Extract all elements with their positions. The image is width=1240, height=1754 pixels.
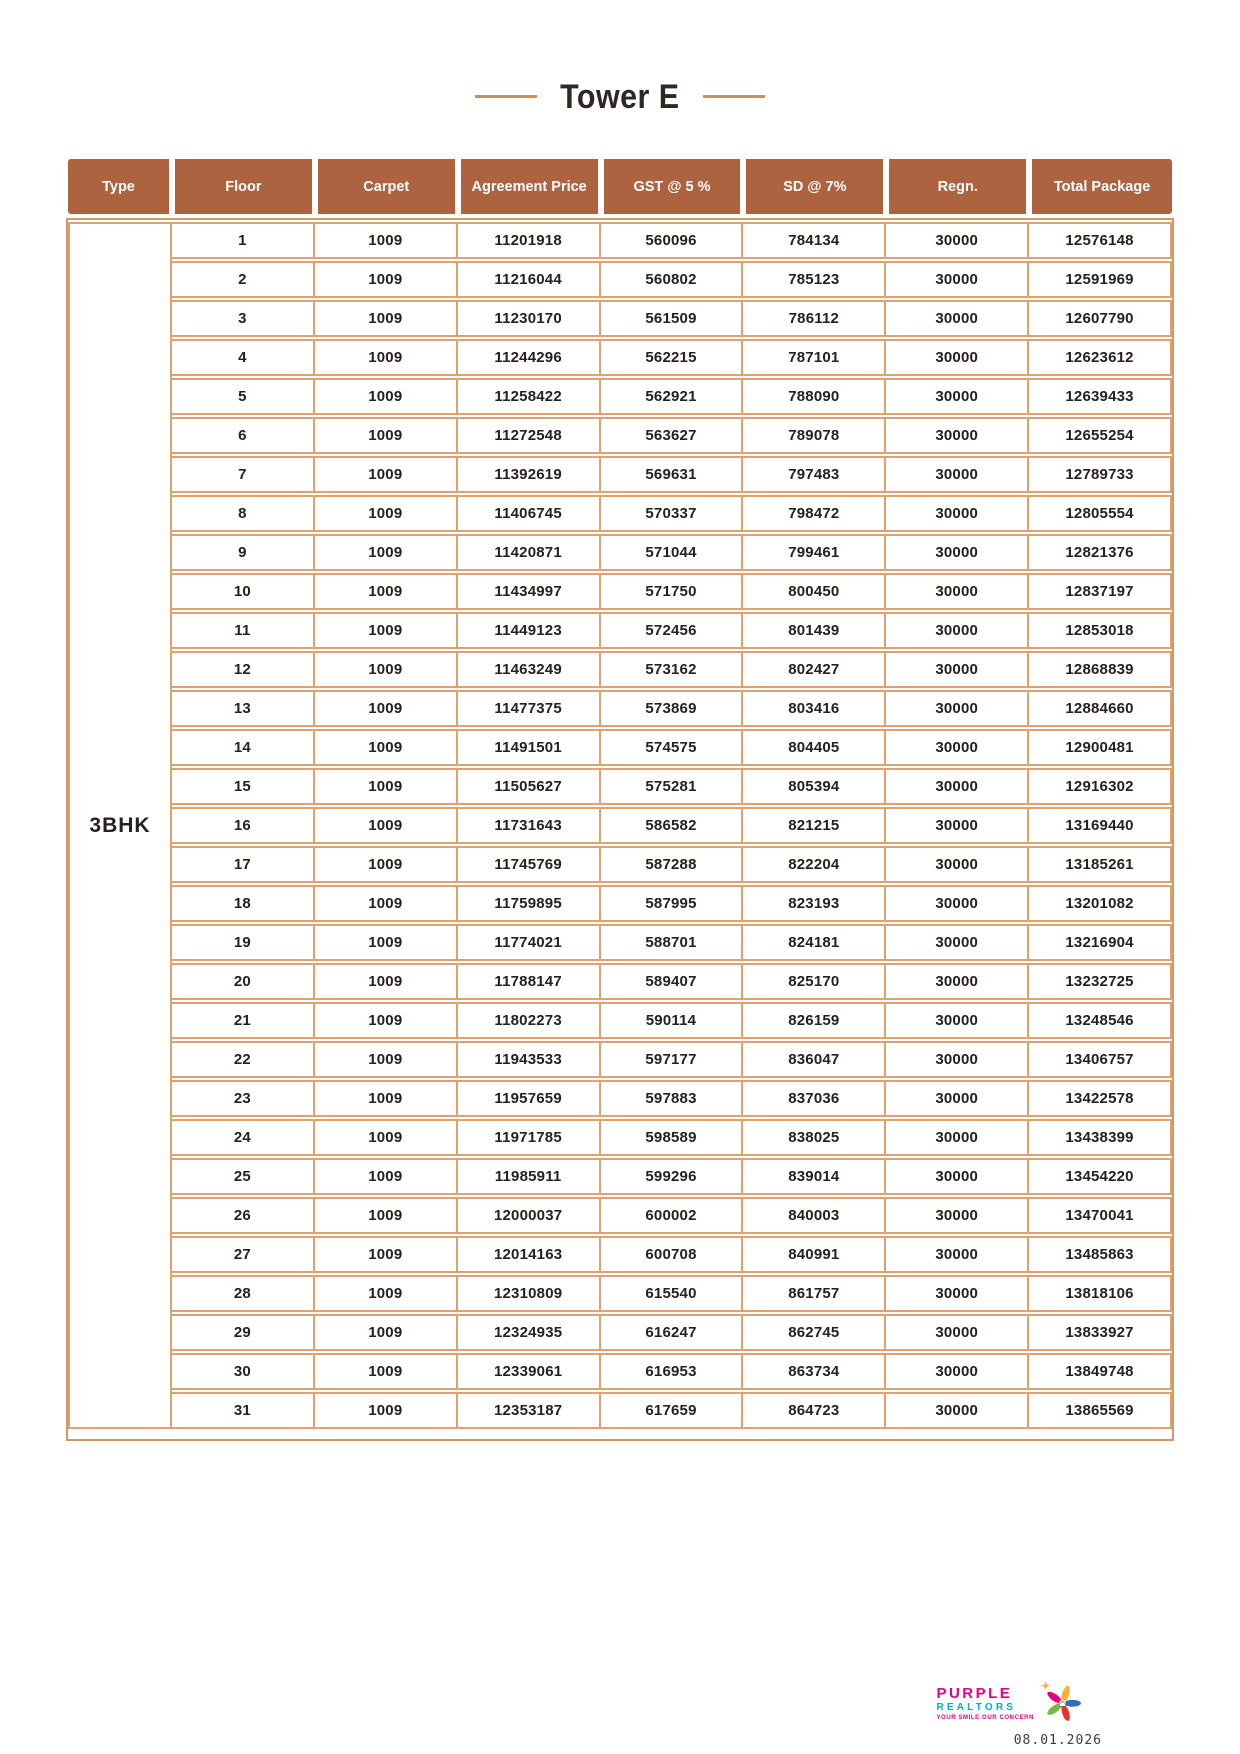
- table-cell: 16: [172, 807, 315, 844]
- table-cell: 31: [172, 1392, 315, 1429]
- table-cell: 7: [172, 456, 315, 493]
- table-cell: 11774021: [458, 924, 601, 961]
- table-cell: 11406745: [458, 495, 601, 532]
- table-cell: 12821376: [1029, 534, 1172, 571]
- rate-table-frame: [66, 218, 1174, 1441]
- table-cell: 30000: [886, 417, 1029, 454]
- header-cell-regn: Regn.: [886, 159, 1029, 214]
- table-cell: 11: [172, 612, 315, 649]
- table-cell: 6: [172, 417, 315, 454]
- table-cell: 615540: [601, 1275, 744, 1312]
- table-cell: 861757: [743, 1275, 886, 1312]
- table-cell: 616953: [601, 1353, 744, 1390]
- table-cell: 12353187: [458, 1392, 601, 1429]
- table-cell: 12014163: [458, 1236, 601, 1273]
- table-cell: 598589: [601, 1119, 744, 1156]
- table-cell: 575281: [601, 768, 744, 805]
- header-cell-gst-5: GST @ 5 %: [601, 159, 744, 214]
- table-cell: 30000: [886, 1080, 1029, 1117]
- table-cell: 836047: [743, 1041, 886, 1078]
- table-cell: 30000: [886, 261, 1029, 298]
- table-cell: 11258422: [458, 378, 601, 415]
- table-cell: 562921: [601, 378, 744, 415]
- table-cell: 1009: [315, 1041, 458, 1078]
- table-cell: 13169440: [1029, 807, 1172, 844]
- table-cell: 1009: [315, 1275, 458, 1312]
- table-cell: 600708: [601, 1236, 744, 1273]
- table-cell: 12837197: [1029, 573, 1172, 610]
- table-cell: 8: [172, 495, 315, 532]
- table-cell: 30000: [886, 846, 1029, 883]
- table-cell: 30000: [886, 807, 1029, 844]
- table-cell: 1: [172, 222, 315, 259]
- table-cell: 586582: [601, 807, 744, 844]
- table-cell: 30000: [886, 612, 1029, 649]
- table-cell: 571044: [601, 534, 744, 571]
- table-cell: 840991: [743, 1236, 886, 1273]
- table-cell: 13201082: [1029, 885, 1172, 922]
- logo-word-purple: PURPLE: [936, 1685, 1013, 1702]
- table-cell: 12789733: [1029, 456, 1172, 493]
- table-cell: 801439: [743, 612, 886, 649]
- table-cell: 13438399: [1029, 1119, 1172, 1156]
- type-cell: 3BHK: [68, 222, 172, 1429]
- table-cell: 13818106: [1029, 1275, 1172, 1312]
- table-cell: 29: [172, 1314, 315, 1351]
- table-cell: 588701: [601, 924, 744, 961]
- table-cell: 30000: [886, 339, 1029, 376]
- table-cell: 864723: [743, 1392, 886, 1429]
- table-cell: 1009: [315, 1314, 458, 1351]
- header-cell-sd-7: SD @ 7%: [743, 159, 886, 214]
- logo-word-realtors: REALTORS: [936, 1702, 1017, 1713]
- table-cell: 784134: [743, 222, 886, 259]
- table-cell: 12853018: [1029, 612, 1172, 649]
- table-cell: 30000: [886, 1041, 1029, 1078]
- table-cell: 30000: [886, 1275, 1029, 1312]
- table-cell: 12655254: [1029, 417, 1172, 454]
- table-cell: 1009: [315, 1353, 458, 1390]
- table-cell: 798472: [743, 495, 886, 532]
- table-cell: 9: [172, 534, 315, 571]
- table-cell: 11957659: [458, 1080, 601, 1117]
- table-cell: 11272548: [458, 417, 601, 454]
- table-cell: 30000: [886, 378, 1029, 415]
- table-cell: 26: [172, 1197, 315, 1234]
- rate-table-header: [68, 159, 1172, 214]
- table-cell: 562215: [601, 339, 744, 376]
- table-cell: 13406757: [1029, 1041, 1172, 1078]
- table-cell: 1009: [315, 222, 458, 259]
- table-cell: 30000: [886, 768, 1029, 805]
- table-cell: 30000: [886, 1158, 1029, 1195]
- table-cell: 1009: [315, 261, 458, 298]
- table-cell: 805394: [743, 768, 886, 805]
- table-cell: 1009: [315, 534, 458, 571]
- table-cell: 11759895: [458, 885, 601, 922]
- table-cell: 839014: [743, 1158, 886, 1195]
- table-cell: 1009: [315, 651, 458, 688]
- table-cell: 804405: [743, 729, 886, 766]
- table-cell: 30000: [886, 534, 1029, 571]
- table-cell: 13865569: [1029, 1392, 1172, 1429]
- table-cell: 803416: [743, 690, 886, 727]
- table-cell: 573162: [601, 651, 744, 688]
- table-cell: 24: [172, 1119, 315, 1156]
- table-cell: 28: [172, 1275, 315, 1312]
- table-cell: 12000037: [458, 1197, 601, 1234]
- table-cell: 30000: [886, 963, 1029, 1000]
- table-cell: 587995: [601, 885, 744, 922]
- table-cell: 30000: [886, 300, 1029, 337]
- table-cell: 12639433: [1029, 378, 1172, 415]
- header-cell-type: Type: [68, 159, 172, 214]
- table-cell: 863734: [743, 1353, 886, 1390]
- table-cell: 1009: [315, 768, 458, 805]
- table-cell: 788090: [743, 378, 886, 415]
- table-cell: 1009: [315, 300, 458, 337]
- table-cell: 12623612: [1029, 339, 1172, 376]
- table-cell: 30000: [886, 1392, 1029, 1429]
- table-cell: 15: [172, 768, 315, 805]
- page-title: Tower E: [560, 76, 680, 116]
- table-cell: 1009: [315, 1236, 458, 1273]
- table-cell: 11477375: [458, 690, 601, 727]
- table-cell: 1009: [315, 1002, 458, 1039]
- header-cell-floor: Floor: [172, 159, 315, 214]
- table-cell: 30000: [886, 1197, 1029, 1234]
- table-cell: 822204: [743, 846, 886, 883]
- table-cell: 800450: [743, 573, 886, 610]
- table-cell: 616247: [601, 1314, 744, 1351]
- table-cell: 12: [172, 651, 315, 688]
- table-cell: 837036: [743, 1080, 886, 1117]
- table-cell: 13232725: [1029, 963, 1172, 1000]
- table-cell: 563627: [601, 417, 744, 454]
- table-cell: 11802273: [458, 1002, 601, 1039]
- table-cell: 786112: [743, 300, 886, 337]
- table-cell: 12916302: [1029, 768, 1172, 805]
- table-cell: 572456: [601, 612, 744, 649]
- table-cell: 797483: [743, 456, 886, 493]
- table-cell: 799461: [743, 534, 886, 571]
- rate-table-body: [68, 222, 1172, 1429]
- footer: [936, 1678, 1102, 1748]
- table-cell: 824181: [743, 924, 886, 961]
- table-cell: 14: [172, 729, 315, 766]
- table-cell: 30000: [886, 1002, 1029, 1039]
- table-cell: 27: [172, 1236, 315, 1273]
- table-cell: 12868839: [1029, 651, 1172, 688]
- table-cell: 11216044: [458, 261, 601, 298]
- table-cell: 30000: [886, 1236, 1029, 1273]
- table-cell: 13833927: [1029, 1314, 1172, 1351]
- table-cell: 1009: [315, 1158, 458, 1195]
- header-cell-total-package: Total Package: [1029, 159, 1172, 214]
- table-cell: 1009: [315, 1080, 458, 1117]
- table-cell: 570337: [601, 495, 744, 532]
- table-cell: 1009: [315, 1197, 458, 1234]
- table-cell: 20: [172, 963, 315, 1000]
- table-cell: 19: [172, 924, 315, 961]
- table-cell: 574575: [601, 729, 744, 766]
- table-cell: 13: [172, 690, 315, 727]
- date-stamp: 08.01.2026: [1013, 1733, 1102, 1748]
- table-cell: 11201918: [458, 222, 601, 259]
- brand-logo: [936, 1678, 1084, 1729]
- table-cell: 1009: [315, 339, 458, 376]
- table-cell: 597883: [601, 1080, 744, 1117]
- table-cell: 823193: [743, 885, 886, 922]
- table-cell: 1009: [315, 963, 458, 1000]
- table-cell: 838025: [743, 1119, 886, 1156]
- table-cell: 11449123: [458, 612, 601, 649]
- table-cell: 1009: [315, 924, 458, 961]
- table-cell: 11463249: [458, 651, 601, 688]
- table-cell: 571750: [601, 573, 744, 610]
- table-cell: 3: [172, 300, 315, 337]
- table-cell: 11434997: [458, 573, 601, 610]
- table-cell: 12576148: [1029, 222, 1172, 259]
- table-cell: 802427: [743, 651, 886, 688]
- table-cell: 862745: [743, 1314, 886, 1351]
- table-cell: 11230170: [458, 300, 601, 337]
- logo-star-figure-icon: [1038, 1678, 1084, 1729]
- header-cell-agreement-price: Agreement Price: [458, 159, 601, 214]
- table-cell: 30: [172, 1353, 315, 1390]
- table-cell: 599296: [601, 1158, 744, 1195]
- table-cell: 13185261: [1029, 846, 1172, 883]
- table-cell: 30000: [886, 456, 1029, 493]
- table-cell: 787101: [743, 339, 886, 376]
- table-cell: 30000: [886, 690, 1029, 727]
- table-cell: 825170: [743, 963, 886, 1000]
- table-cell: 25: [172, 1158, 315, 1195]
- table-cell: 11788147: [458, 963, 601, 1000]
- table-cell: 13422578: [1029, 1080, 1172, 1117]
- table-cell: 589407: [601, 963, 744, 1000]
- table-cell: 4: [172, 339, 315, 376]
- table-cell: 30000: [886, 729, 1029, 766]
- table-cell: 11505627: [458, 768, 601, 805]
- table-cell: 30000: [886, 1353, 1029, 1390]
- table-cell: 13849748: [1029, 1353, 1172, 1390]
- table-cell: 826159: [743, 1002, 886, 1039]
- table-cell: 1009: [315, 495, 458, 532]
- table-cell: 10: [172, 573, 315, 610]
- table-cell: 5: [172, 378, 315, 415]
- table-cell: 30000: [886, 1119, 1029, 1156]
- table-cell: 789078: [743, 417, 886, 454]
- table-cell: 1009: [315, 885, 458, 922]
- table-cell: 30000: [886, 885, 1029, 922]
- table-cell: 590114: [601, 1002, 744, 1039]
- table-cell: 785123: [743, 261, 886, 298]
- table-cell: 1009: [315, 378, 458, 415]
- title-line-right: [703, 95, 765, 98]
- table-cell: 1009: [315, 1119, 458, 1156]
- table-cell: 11392619: [458, 456, 601, 493]
- table-cell: 13216904: [1029, 924, 1172, 961]
- table-cell: 1009: [315, 846, 458, 883]
- table-cell: 18: [172, 885, 315, 922]
- table-cell: 573869: [601, 690, 744, 727]
- table-cell: 569631: [601, 456, 744, 493]
- brand-text: [936, 1686, 1034, 1721]
- table-cell: 11985911: [458, 1158, 601, 1195]
- table-cell: 12339061: [458, 1353, 601, 1390]
- table-cell: 11971785: [458, 1119, 601, 1156]
- table-cell: 1009: [315, 1392, 458, 1429]
- table-cell: 1009: [315, 612, 458, 649]
- table-cell: 12884660: [1029, 690, 1172, 727]
- table-cell: 600002: [601, 1197, 744, 1234]
- table-cell: 11244296: [458, 339, 601, 376]
- table-cell: 30000: [886, 1314, 1029, 1351]
- table-cell: 561509: [601, 300, 744, 337]
- table-cell: 12310809: [458, 1275, 601, 1312]
- table-cell: 560802: [601, 261, 744, 298]
- table-cell: 11491501: [458, 729, 601, 766]
- page-title-row: [0, 0, 1240, 115]
- table-cell: 30000: [886, 573, 1029, 610]
- table-cell: 17: [172, 846, 315, 883]
- table-cell: 11943533: [458, 1041, 601, 1078]
- table-cell: 821215: [743, 807, 886, 844]
- table-cell: 11731643: [458, 807, 601, 844]
- header-cell-carpet: Carpet: [315, 159, 458, 214]
- table-cell: 13485863: [1029, 1236, 1172, 1273]
- table-cell: 13470041: [1029, 1197, 1172, 1234]
- table-cell: 12607790: [1029, 300, 1172, 337]
- table-cell: 1009: [315, 807, 458, 844]
- table-cell: 22: [172, 1041, 315, 1078]
- table-cell: 1009: [315, 690, 458, 727]
- table-cell: 11745769: [458, 846, 601, 883]
- table-cell: 21: [172, 1002, 315, 1039]
- table-cell: 560096: [601, 222, 744, 259]
- table-cell: 13248546: [1029, 1002, 1172, 1039]
- table-cell: 1009: [315, 729, 458, 766]
- table-cell: 30000: [886, 651, 1029, 688]
- table-cell: 617659: [601, 1392, 744, 1429]
- table-cell: 12324935: [458, 1314, 601, 1351]
- table-cell: 23: [172, 1080, 315, 1117]
- table-cell: 1009: [315, 573, 458, 610]
- table-cell: 840003: [743, 1197, 886, 1234]
- table-cell: 12805554: [1029, 495, 1172, 532]
- table-cell: 13454220: [1029, 1158, 1172, 1195]
- table-cell: 30000: [886, 495, 1029, 532]
- logo-tagline: YOUR SMILE OUR CONCERN: [936, 1715, 1034, 1721]
- table-cell: 597177: [601, 1041, 744, 1078]
- table-cell: 30000: [886, 222, 1029, 259]
- table-cell: 30000: [886, 924, 1029, 961]
- table-cell: 12900481: [1029, 729, 1172, 766]
- table-cell: 2: [172, 261, 315, 298]
- table-cell: 587288: [601, 846, 744, 883]
- title-line-left: [475, 95, 537, 98]
- table-cell: 1009: [315, 417, 458, 454]
- table-cell: 11420871: [458, 534, 601, 571]
- table-cell: 1009: [315, 456, 458, 493]
- table-cell: 12591969: [1029, 261, 1172, 298]
